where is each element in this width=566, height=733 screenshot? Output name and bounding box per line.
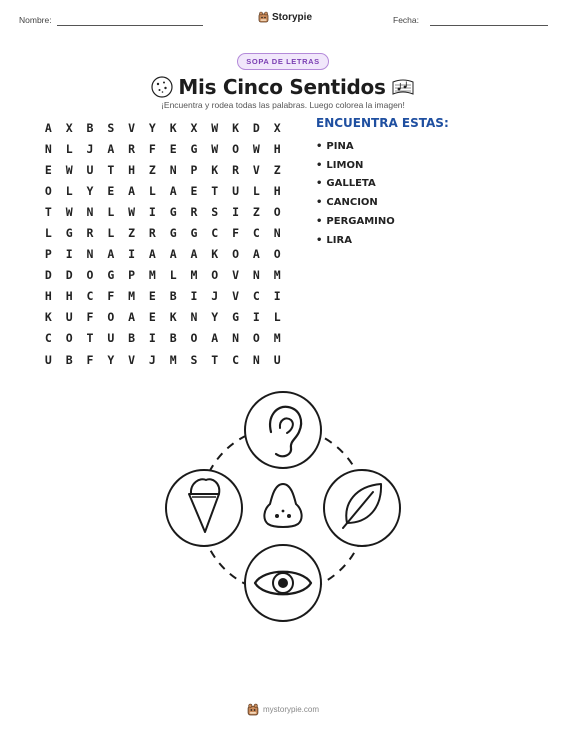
music-sheet-icon [390,76,416,98]
grid-letter[interactable]: L [44,226,52,241]
grid-letter[interactable]: V [232,289,240,304]
grid-letter[interactable]: V [232,268,240,283]
grid-letter[interactable]: N [273,226,281,241]
grid-letter[interactable]: C [44,331,52,346]
grid-letter[interactable]: L [107,204,115,219]
grid-letter[interactable]: D [44,268,52,283]
grid-letter[interactable]: N [190,310,198,325]
grid-letter[interactable]: O [65,331,73,346]
grid-letter[interactable]: N [86,247,94,262]
grid-letter[interactable]: Z [128,226,136,241]
grid-letter[interactable]: J [86,141,94,156]
grid-letter[interactable]: H [44,289,52,304]
grid-letter[interactable]: G [190,141,198,156]
grid-letter[interactable]: K [169,120,177,135]
grid-letter[interactable]: T [211,352,219,367]
grid-letter[interactable]: I [148,204,156,219]
grid-letter[interactable]: W [65,204,73,219]
grid-letter[interactable]: H [128,162,136,177]
grid-letter[interactable]: F [232,226,240,241]
grid-letter[interactable]: O [86,268,94,283]
grid-letter[interactable]: U [273,352,281,367]
word-list-item: • GALLETA [316,175,395,194]
grid-letter[interactable]: K [44,310,52,325]
grid-row [38,265,288,286]
grid-row [38,328,288,349]
date-label: Fecha: [393,15,419,25]
grid-letter[interactable]: L [65,183,73,198]
grid-letter[interactable]: A [211,331,219,346]
instructions: ¡Encuentra y rodea todas las palabras. Luego colorea la imagen! [161,100,405,110]
grid-letter[interactable]: O [107,310,115,325]
grid-letter[interactable]: U [232,183,240,198]
grid-letter[interactable]: F [107,289,115,304]
grid-letter[interactable]: L [148,183,156,198]
grid-letter[interactable]: G [65,226,73,241]
grid-letter[interactable]: N [169,162,177,177]
footer-url[interactable]: mystorypie.com [262,705,319,714]
grid-letter[interactable]: F [86,352,94,367]
grid-letter[interactable]: U [107,331,115,346]
grid-letter[interactable]: H [273,183,281,198]
grid-letter[interactable]: T [86,331,94,346]
grid-letter[interactable]: K [211,162,219,177]
name-field-line[interactable] [57,25,203,26]
grid-letter[interactable]: W [128,204,136,219]
grid-letter[interactable]: G [232,310,240,325]
grid-letter[interactable]: O [44,183,52,198]
grid-letter[interactable]: V [128,120,136,135]
grid-letter[interactable]: A [107,247,115,262]
grid-letter[interactable]: W [252,141,260,156]
title-row [150,73,416,101]
grid-letter[interactable]: L [169,268,177,283]
grid-letter[interactable]: W [211,120,219,135]
grid-row [38,117,288,138]
grid-letter[interactable]: S [190,352,198,367]
grid-letter[interactable]: N [252,352,260,367]
word-list-heading: ENCUENTRA ESTAS: [316,116,449,130]
grid-letter[interactable]: I [190,289,198,304]
grid-letter[interactable]: T [44,204,52,219]
page-title: Mis Cinco Sentidos [178,75,386,99]
grid-letter[interactable]: X [65,120,73,135]
ice-cream-icon [166,470,242,546]
grid-row [38,138,288,159]
word-list-item: • PINA [316,137,395,156]
five-senses-illustration[interactable] [158,388,408,628]
grid-letter[interactable]: L [252,183,260,198]
grid-letter[interactable]: L [107,226,115,241]
grid-letter[interactable]: O [273,204,281,219]
grid-letter[interactable]: P [190,162,198,177]
grid-letter[interactable]: B [65,352,73,367]
grid-letter[interactable]: O [252,331,260,346]
grid-row [38,244,288,265]
word-list-item: • LIMON [316,156,395,175]
leaf-icon [324,470,400,546]
grid-letter[interactable]: Z [273,162,281,177]
grid-letter[interactable]: U [86,162,94,177]
grid-letter[interactable]: C [211,226,219,241]
grid-letter[interactable]: K [232,120,240,135]
grid-letter[interactable]: C [86,289,94,304]
grid-letter[interactable]: N [252,268,260,283]
grid-letter[interactable]: V [128,352,136,367]
grid-letter[interactable]: A [128,183,136,198]
grid-letter[interactable]: F [86,310,94,325]
grid-letter[interactable]: K [211,247,219,262]
grid-row [38,349,288,370]
grid-letter[interactable]: B [86,120,94,135]
grid-letter[interactable]: J [148,352,156,367]
grid-letter[interactable]: I [128,247,136,262]
grid-letter[interactable]: G [169,226,177,241]
grid-letter[interactable]: E [169,141,177,156]
storypie-mascot-icon [258,11,269,23]
grid-letter[interactable]: B [128,331,136,346]
brand-logo [258,11,312,23]
grid-letter[interactable]: W [65,162,73,177]
ear-icon [245,392,321,468]
grid-letter[interactable]: C [232,352,240,367]
grid-letter[interactable]: M [273,268,281,283]
grid-letter[interactable]: R [86,226,94,241]
grid-letter[interactable]: W [211,141,219,156]
grid-letter[interactable]: T [107,162,115,177]
grid-letter[interactable]: O [273,247,281,262]
grid-letter[interactable]: A [107,141,115,156]
word-list-item: • CANCION [316,193,395,212]
grid-letter[interactable]: I [252,310,260,325]
grid-letter[interactable]: M [148,268,156,283]
grid-letter[interactable]: O [232,247,240,262]
grid-letter[interactable]: H [65,289,73,304]
grid-letter[interactable]: S [107,120,115,135]
grid-letter[interactable]: E [190,183,198,198]
word-search-grid[interactable] [38,117,288,370]
grid-letter[interactable]: E [44,162,52,177]
grid-letter[interactable]: R [232,162,240,177]
grid-letter[interactable]: M [169,352,177,367]
grid-letter[interactable]: V [252,162,260,177]
grid-letter[interactable]: L [273,310,281,325]
grid-letter[interactable]: N [232,331,240,346]
grid-row [38,286,288,307]
grid-letter[interactable]: A [148,247,156,262]
grid-letter[interactable]: C [252,226,260,241]
grid-letter[interactable]: O [232,141,240,156]
grid-letter[interactable]: R [128,141,136,156]
footer [0,703,566,716]
grid-letter[interactable]: Z [148,162,156,177]
grid-letter[interactable]: L [65,141,73,156]
grid-letter[interactable]: G [107,268,115,283]
grid-letter[interactable]: D [65,268,73,283]
grid-letter[interactable]: I [232,204,240,219]
grid-letter[interactable]: E [107,183,115,198]
grid-letter[interactable]: A [128,310,136,325]
grid-letter[interactable]: X [190,120,198,135]
grid-letter[interactable]: U [65,310,73,325]
brand-name: Storypie [272,11,313,23]
grid-letter[interactable]: E [148,289,156,304]
grid-letter[interactable]: R [190,204,198,219]
grid-letter[interactable]: X [273,120,281,135]
grid-letter[interactable]: A [169,247,177,262]
grid-letter[interactable]: A [190,247,198,262]
grid-letter[interactable]: S [211,204,219,219]
grid-letter[interactable]: U [44,352,52,367]
grid-letter[interactable]: N [86,204,94,219]
grid-letter[interactable]: J [211,289,219,304]
grid-letter[interactable]: Y [211,310,219,325]
grid-letter[interactable]: D [252,120,260,135]
grid-letter[interactable]: M [273,331,281,346]
grid-letter[interactable]: R [148,226,156,241]
grid-letter[interactable]: E [148,310,156,325]
worksheet-type-badge: SOPA DE LETRAS [237,53,329,70]
grid-letter[interactable]: O [190,331,198,346]
eye-icon [245,545,321,621]
grid-letter[interactable]: G [190,226,198,241]
grid-letter[interactable]: M [128,289,136,304]
cookie-icon [150,75,174,99]
grid-letter[interactable]: P [44,247,52,262]
grid-letter[interactable]: I [273,289,281,304]
grid-letter[interactable]: A [44,120,52,135]
grid-row [38,201,288,222]
storypie-mascot-icon [247,703,259,716]
grid-letter[interactable]: A [252,247,260,262]
grid-row [38,159,288,180]
word-list-item: • PERGAMINO [316,212,395,231]
name-label: Nombre: [19,15,52,25]
grid-letter[interactable]: K [169,310,177,325]
grid-letter[interactable]: Z [252,204,260,219]
grid-letter[interactable]: M [190,268,198,283]
grid-letter[interactable]: B [169,331,177,346]
word-list [316,137,395,250]
grid-row [38,180,288,201]
grid-letter[interactable]: F [148,141,156,156]
grid-letter[interactable]: B [169,289,177,304]
nose-icon [264,484,301,527]
grid-letter[interactable]: P [128,268,136,283]
grid-letter[interactable]: I [148,331,156,346]
grid-letter[interactable]: G [169,204,177,219]
grid-letter[interactable]: H [273,141,281,156]
grid-letter[interactable]: A [169,183,177,198]
grid-letter[interactable]: Y [107,352,115,367]
grid-row [38,307,288,328]
grid-letter[interactable]: C [252,289,260,304]
word-list-item: • LIRA [316,231,395,250]
grid-row [38,222,288,243]
grid-letter[interactable]: Y [86,183,94,198]
date-field-line[interactable] [430,25,548,26]
grid-letter[interactable]: O [211,268,219,283]
grid-letter[interactable]: Y [148,120,156,135]
grid-letter[interactable]: I [65,247,73,262]
grid-letter[interactable]: N [44,141,52,156]
grid-letter[interactable]: T [211,183,219,198]
